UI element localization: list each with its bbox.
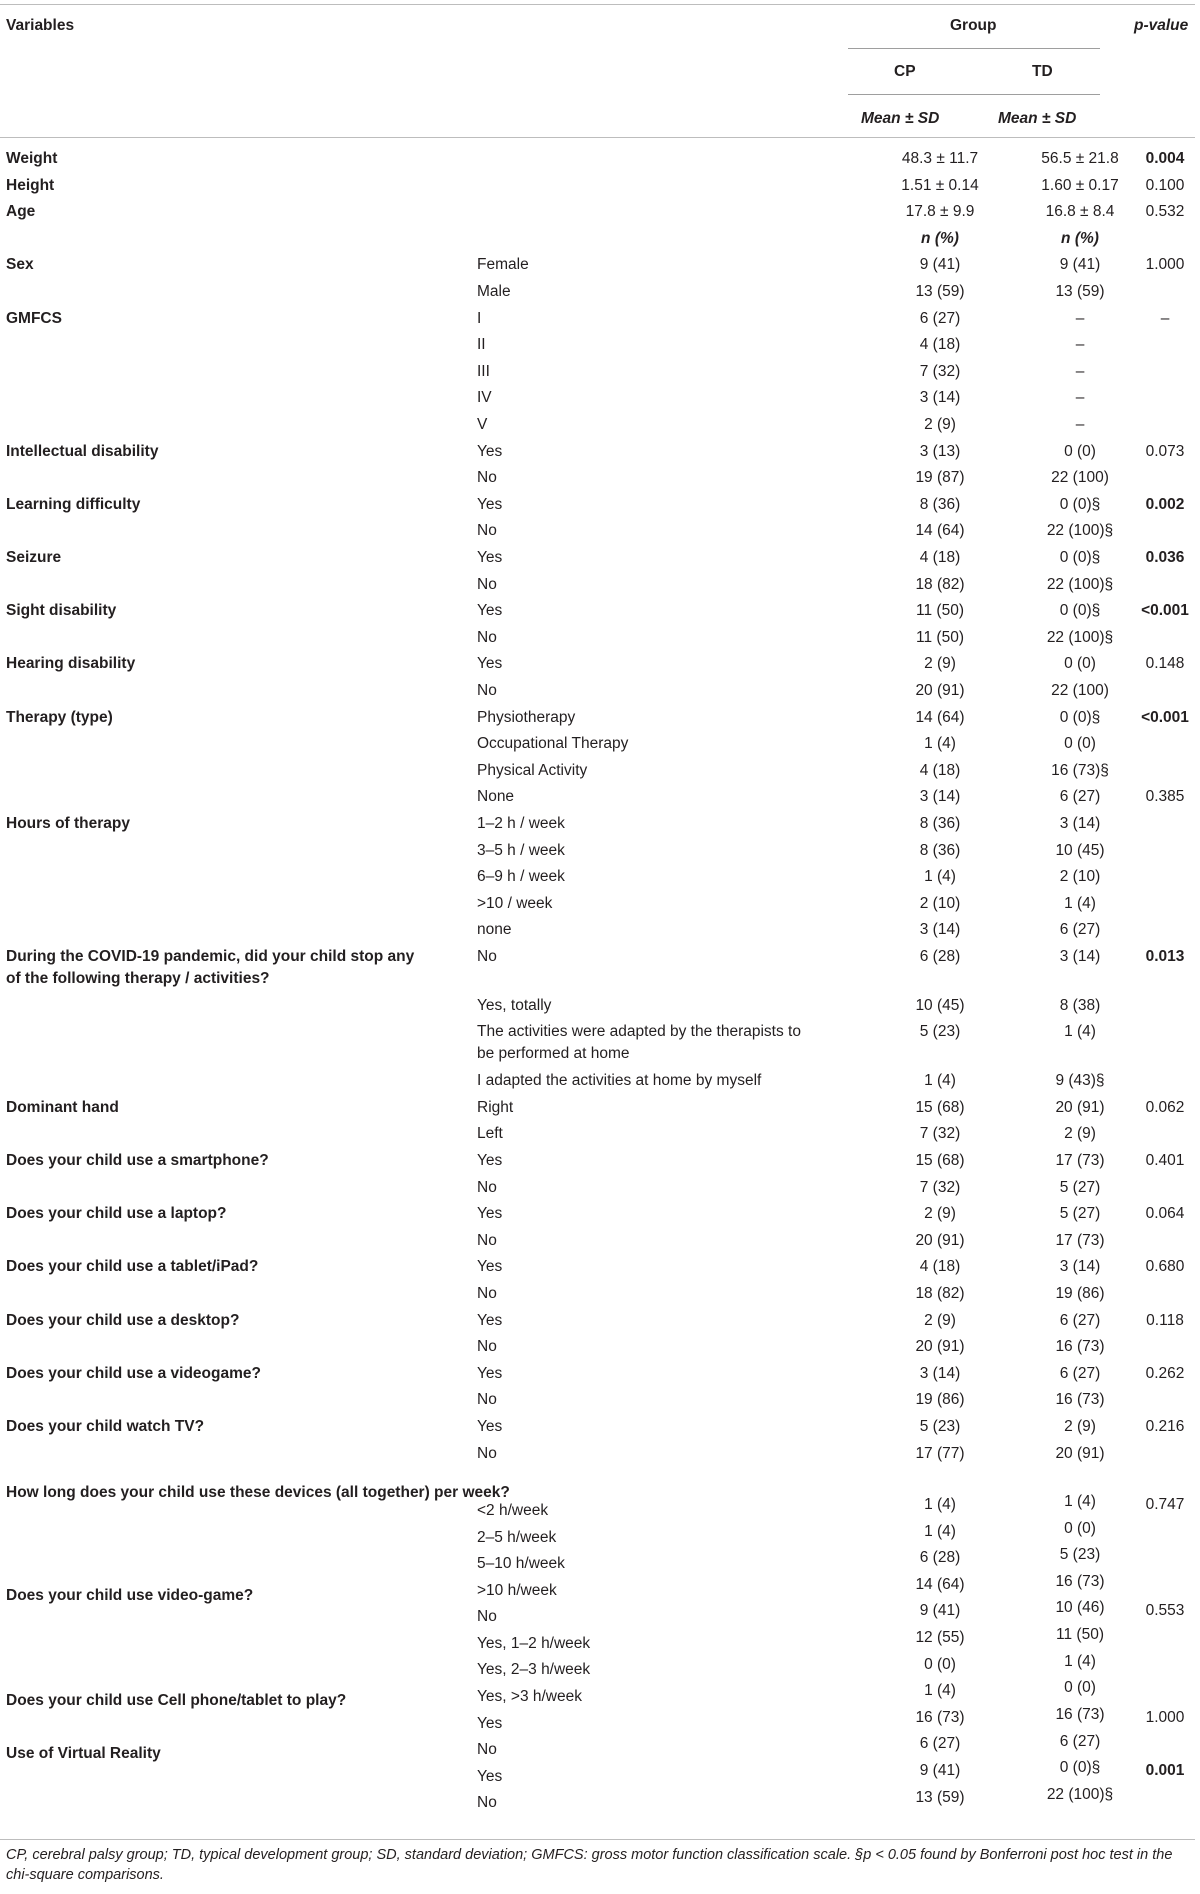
td-value: 6 (27) xyxy=(1059,788,1101,805)
cp-value: 1 (4) xyxy=(924,735,956,752)
category-label: Occupational Therapy xyxy=(477,735,629,752)
td-value: 56.5 ± 21.8 xyxy=(1041,150,1119,167)
p-value: 0.062 xyxy=(1145,1099,1185,1116)
group-underline xyxy=(848,48,1100,49)
td-value: 0 (0)§ xyxy=(1059,602,1101,619)
cp-value: 4 (18) xyxy=(919,1258,961,1275)
cp-value: 3 (14) xyxy=(919,921,961,938)
cp-value: 13 (59) xyxy=(915,1789,965,1806)
td-value: 2 (10) xyxy=(1059,868,1101,885)
category-label: No xyxy=(477,469,497,486)
category-label: No xyxy=(477,1608,497,1625)
cp-value: 14 (64) xyxy=(915,709,965,726)
category-label: No xyxy=(477,1338,497,1355)
category-label: No xyxy=(477,1179,497,1196)
variable-label: Sex xyxy=(6,256,34,273)
td-value: 22 (100)§ xyxy=(1046,629,1114,646)
category-label: III xyxy=(477,363,490,380)
category-label: Yes xyxy=(477,655,503,672)
td-value: 20 (91) xyxy=(1055,1099,1105,1116)
cp-value: 3 (13) xyxy=(919,443,961,460)
variable-label: Does your child use a desktop? xyxy=(6,1312,240,1329)
td-value: 0 (0) xyxy=(1064,655,1096,672)
category-label: II xyxy=(477,336,486,353)
cp-value: 1.51 ± 0.14 xyxy=(901,177,979,194)
p-value: 0.001 xyxy=(1145,1762,1185,1779)
p-value: 0.680 xyxy=(1145,1258,1185,1275)
header-variables: Variables xyxy=(6,17,75,34)
p-value: 0.532 xyxy=(1145,203,1185,220)
p-value: 0.385 xyxy=(1145,788,1185,805)
cp-value: 16 (73) xyxy=(915,1709,965,1726)
category-label: I xyxy=(477,310,482,327)
cp-value: 14 (64) xyxy=(915,522,965,539)
td-value: 3 (14) xyxy=(1059,1258,1101,1275)
p-value: 1.000 xyxy=(1145,1709,1185,1726)
td-value: 13 (59) xyxy=(1055,283,1105,300)
td-value: 0 (0) xyxy=(1064,1520,1096,1537)
variable-label: Hearing disability xyxy=(6,655,136,672)
cp-value: 20 (91) xyxy=(915,1338,965,1355)
header-group: Group xyxy=(950,17,997,34)
td-value: – xyxy=(1075,389,1085,406)
td-n-percent-subheader: n (%) xyxy=(1061,230,1099,247)
td-value: 22 (100)§ xyxy=(1046,522,1114,539)
td-value: – xyxy=(1075,363,1085,380)
p-value: 0.747 xyxy=(1145,1496,1185,1513)
td-value: 1.60 ± 0.17 xyxy=(1041,177,1119,194)
category-label: No xyxy=(477,629,497,646)
cp-value: 1 (4) xyxy=(924,1682,956,1699)
category-label: Yes xyxy=(477,602,503,619)
td-value: 6 (27) xyxy=(1059,1733,1101,1750)
td-value: 1 (4) xyxy=(1064,1493,1096,1510)
header-cp: CP xyxy=(894,63,916,80)
category-label: Yes xyxy=(477,1152,503,1169)
category-label: Female xyxy=(477,256,529,273)
category-label: None xyxy=(477,788,515,805)
td-value: 5 (23) xyxy=(1059,1546,1101,1563)
p-value: – xyxy=(1160,310,1170,327)
category-label: Yes xyxy=(477,1205,503,1222)
cp-value: 2 (9) xyxy=(924,655,956,672)
variable-label: Does your child use a videogame? xyxy=(6,1365,261,1382)
cp-value: 1 (4) xyxy=(924,1496,956,1513)
td-value: 16 (73) xyxy=(1055,1573,1105,1590)
td-value: – xyxy=(1075,310,1085,327)
p-value: 0.013 xyxy=(1145,948,1185,965)
category-label: >10 / week xyxy=(477,895,553,912)
cp-value: 5 (23) xyxy=(919,1418,961,1435)
p-value: 0.118 xyxy=(1146,1312,1184,1329)
category-label: Yes xyxy=(477,1365,503,1382)
category-label: Physical Activity xyxy=(477,762,588,779)
td-value: 17 (73) xyxy=(1055,1232,1105,1249)
category-label: Yes, 2–3 h/week xyxy=(477,1661,591,1678)
cp-value: 3 (14) xyxy=(919,389,961,406)
cp-value: 2 (9) xyxy=(924,1205,956,1222)
cp-value: 6 (28) xyxy=(919,1549,961,1566)
category-label: No xyxy=(477,1445,497,1462)
cp-value: 4 (18) xyxy=(919,762,961,779)
td-value: 2 (9) xyxy=(1064,1125,1096,1142)
header-rule xyxy=(0,137,1195,138)
category-label: Yes, totally xyxy=(477,997,552,1014)
td-value: 1 (4) xyxy=(1064,895,1096,912)
table-top-rule xyxy=(0,4,1195,5)
td-value: 6 (27) xyxy=(1059,1312,1101,1329)
p-value: 0.148 xyxy=(1145,655,1185,672)
category-label: Yes xyxy=(477,1312,503,1329)
td-value: 10 (46) xyxy=(1055,1599,1105,1616)
td-value: 22 (100)§ xyxy=(1046,1786,1114,1803)
category-label: >10 h/week xyxy=(477,1582,557,1599)
variable-label: Use of Virtual Reality xyxy=(6,1745,161,1762)
header-td: TD xyxy=(1032,63,1053,80)
cp-value: 9 (41) xyxy=(919,256,961,273)
cp-value: 1 (4) xyxy=(924,1523,956,1540)
cp-value: 1 (4) xyxy=(924,868,956,885)
cp-value: 15 (68) xyxy=(915,1099,965,1116)
category-label: No xyxy=(477,1391,497,1408)
cp-value: 19 (86) xyxy=(915,1391,965,1408)
variable-label: Does your child use a smartphone? xyxy=(6,1152,269,1169)
p-value: <0.001 xyxy=(1141,602,1189,619)
cp-value: 20 (91) xyxy=(915,682,965,699)
td-value: 11 (50) xyxy=(1056,1626,1104,1643)
td-value: – xyxy=(1075,416,1085,433)
cp-value: 6 (27) xyxy=(919,310,961,327)
cp-value: 3 (14) xyxy=(919,1365,961,1382)
category-label: Yes xyxy=(477,1768,503,1785)
variable-label: Does your child use a tablet/iPad? xyxy=(6,1258,259,1275)
p-value: <0.001 xyxy=(1141,709,1189,726)
header-pvalue: p-value xyxy=(1134,17,1189,34)
p-value: 0.262 xyxy=(1145,1365,1185,1382)
category-label: Yes, 1–2 h/week xyxy=(477,1635,591,1652)
cp-value: 13 (59) xyxy=(915,283,965,300)
cp-value: 14 (64) xyxy=(915,1576,965,1593)
category-label: Yes xyxy=(477,496,503,513)
td-value: 2 (9) xyxy=(1064,1418,1096,1435)
td-value: 17 (73) xyxy=(1055,1152,1105,1169)
td-value: 0 (0)§ xyxy=(1059,496,1101,513)
variable-label: Does your child watch TV? xyxy=(6,1418,205,1435)
category-label: Right xyxy=(477,1099,514,1116)
cp-value: 8 (36) xyxy=(919,815,961,832)
cp-value: 48.3 ± 11.7 xyxy=(901,150,979,167)
cp-value: 6 (27) xyxy=(919,1735,961,1752)
p-value: 0.002 xyxy=(1145,496,1185,513)
td-value: 8 (38) xyxy=(1059,997,1101,1014)
variable-label: Sight disability xyxy=(6,602,117,619)
category-label: No xyxy=(477,1741,497,1758)
td-value: 22 (100) xyxy=(1051,682,1109,699)
cp-value: 11 (50) xyxy=(916,629,964,646)
cp-value: 18 (82) xyxy=(915,576,965,593)
cp-value: 4 (18) xyxy=(919,336,961,353)
td-value: 3 (14) xyxy=(1059,948,1101,965)
td-value: 5 (27) xyxy=(1059,1179,1101,1196)
category-label: IV xyxy=(477,389,492,406)
variable-label: During the COVID-19 pandemic, did your child stop any of the following therapy / activities? xyxy=(6,948,415,987)
cp-value: 17.8 ± 9.9 xyxy=(905,203,975,220)
variable-label: Seizure xyxy=(6,549,62,566)
td-value: 16.8 ± 8.4 xyxy=(1045,203,1115,220)
cp-value: 10 (45) xyxy=(915,997,965,1014)
subgroup-underline xyxy=(848,94,1100,95)
td-value: 0 (0) xyxy=(1064,735,1096,752)
category-label: 2–5 h/week xyxy=(477,1529,557,1546)
p-value: 0.216 xyxy=(1145,1418,1185,1435)
cp-value: 7 (32) xyxy=(919,363,961,380)
category-label: Yes xyxy=(477,549,503,566)
cp-value: 7 (32) xyxy=(919,1179,961,1196)
category-label: <2 h/week xyxy=(477,1502,549,1519)
variable-label: Height xyxy=(6,177,55,194)
table-bottom-rule xyxy=(0,1839,1195,1840)
td-value: 0 (0)§ xyxy=(1059,709,1101,726)
td-value: 3 (14) xyxy=(1059,815,1101,832)
cp-value: 6 (28) xyxy=(919,948,961,965)
td-value: 0 (0)§ xyxy=(1059,549,1101,566)
cp-value: 2 (9) xyxy=(924,1312,956,1329)
td-value: 0 (0) xyxy=(1064,443,1096,460)
category-label: Male xyxy=(477,283,511,300)
td-value: 1 (4) xyxy=(1064,1653,1096,1670)
td-value: 5 (27) xyxy=(1059,1205,1101,1222)
variable-label: Intellectual disability xyxy=(6,443,159,460)
td-value: 19 (86) xyxy=(1055,1285,1105,1302)
cp-value: 7 (32) xyxy=(919,1125,961,1142)
variable-label: Does your child use a laptop? xyxy=(6,1205,227,1222)
td-value: 9 (43)§ xyxy=(1055,1072,1105,1089)
variable-label: Hours of therapy xyxy=(6,815,131,832)
td-value: 0 (0)§ xyxy=(1059,1759,1101,1776)
category-label: No xyxy=(477,1285,497,1302)
cp-value: 2 (10) xyxy=(919,895,961,912)
p-value: 0.100 xyxy=(1145,177,1185,194)
cp-value: 0 (0) xyxy=(924,1656,956,1673)
category-label: none xyxy=(477,921,512,938)
p-value: 0.004 xyxy=(1145,150,1185,167)
td-value: 16 (73) xyxy=(1055,1391,1105,1408)
td-value: 16 (73) xyxy=(1055,1706,1105,1723)
cp-value: 18 (82) xyxy=(915,1285,965,1302)
td-value: 22 (100) xyxy=(1051,469,1109,486)
category-label: No xyxy=(477,522,497,539)
category-label: 3–5 h / week xyxy=(477,842,565,859)
cp-value: 9 (41) xyxy=(919,1602,961,1619)
category-label: No xyxy=(477,948,497,965)
cp-value: 9 (41) xyxy=(919,1762,961,1779)
p-value: 0.036 xyxy=(1145,549,1185,566)
category-label: Yes xyxy=(477,443,503,460)
table-footnote: CP, cerebral palsy group; TD, typical development group; SD, standard deviation; GMFCS: gross motor function classification scale. §p < 0.05 found by Bonferroni post hoc test in the chi-square comparisons. xyxy=(6,1847,1173,1883)
td-value: 16 (73)§ xyxy=(1051,762,1109,779)
p-value: 0.401 xyxy=(1145,1152,1185,1169)
td-value: – xyxy=(1075,336,1085,353)
td-value: 6 (27) xyxy=(1059,921,1101,938)
category-label: 5–10 h/week xyxy=(477,1555,565,1572)
category-label: 1–2 h / week xyxy=(477,815,565,832)
variable-label: How long does your child use these devices (all together) per week? xyxy=(6,1484,510,1501)
category-label: No xyxy=(477,1232,497,1249)
cp-value: 20 (91) xyxy=(915,1232,965,1249)
variable-label: Dominant hand xyxy=(6,1099,119,1116)
td-value: 0 (0) xyxy=(1064,1679,1096,1696)
td-value: 1 (4) xyxy=(1064,1023,1096,1040)
p-value: 0.553 xyxy=(1145,1602,1185,1619)
variable-label: Does your child use Cell phone/tablet to play? xyxy=(6,1692,347,1709)
cp-value: 11 (50) xyxy=(916,602,964,619)
category-label: I adapted the activities at home by myself xyxy=(477,1072,762,1089)
variable-label: Learning difficulty xyxy=(6,496,141,513)
p-value: 0.064 xyxy=(1145,1205,1185,1222)
category-label: The activities were adapted by the therapists to be performed at home xyxy=(477,1023,801,1062)
p-value: 0.073 xyxy=(1145,443,1185,460)
cp-value: 8 (36) xyxy=(919,842,961,859)
td-value: 9 (41) xyxy=(1059,256,1101,273)
variable-label: GMFCS xyxy=(6,310,62,327)
td-value: 20 (91) xyxy=(1055,1445,1105,1462)
cp-value: 15 (68) xyxy=(915,1152,965,1169)
category-label: V xyxy=(477,416,488,433)
cp-value: 1 (4) xyxy=(924,1072,956,1089)
cp-value: 17 (77) xyxy=(915,1445,965,1462)
cp-value: 2 (9) xyxy=(924,416,956,433)
header-td-mean-sd: Mean ± SD xyxy=(998,110,1077,127)
td-value: 6 (27) xyxy=(1059,1365,1101,1382)
cp-value: 4 (18) xyxy=(919,549,961,566)
cp-value: 3 (14) xyxy=(919,788,961,805)
category-label: Yes xyxy=(477,1715,503,1732)
category-label: No xyxy=(477,682,497,699)
category-label: No xyxy=(477,576,497,593)
cp-value: 19 (87) xyxy=(915,469,965,486)
td-value: 16 (73) xyxy=(1055,1338,1105,1355)
variable-label: Age xyxy=(6,203,36,220)
category-label: Yes xyxy=(477,1258,503,1275)
header-cp-mean-sd: Mean ± SD xyxy=(861,110,940,127)
cp-n-percent-subheader: n (%) xyxy=(921,230,959,247)
cp-value: 5 (23) xyxy=(919,1023,961,1040)
category-label: Yes xyxy=(477,1418,503,1435)
category-label: Physiotherapy xyxy=(477,709,576,726)
category-label: Yes, >3 h/week xyxy=(477,1688,582,1705)
p-value: 1.000 xyxy=(1145,256,1185,273)
cp-value: 12 (55) xyxy=(915,1629,965,1646)
td-value: 10 (45) xyxy=(1055,842,1105,859)
variable-label: Therapy (type) xyxy=(6,709,113,726)
category-label: 6–9 h / week xyxy=(477,868,565,885)
variable-label: Weight xyxy=(6,150,58,167)
cp-value: 8 (36) xyxy=(919,496,961,513)
variable-label: Does your child use video-game? xyxy=(6,1587,254,1604)
td-value: 22 (100)§ xyxy=(1046,576,1114,593)
category-label: No xyxy=(477,1794,497,1811)
category-label: Left xyxy=(477,1125,503,1142)
